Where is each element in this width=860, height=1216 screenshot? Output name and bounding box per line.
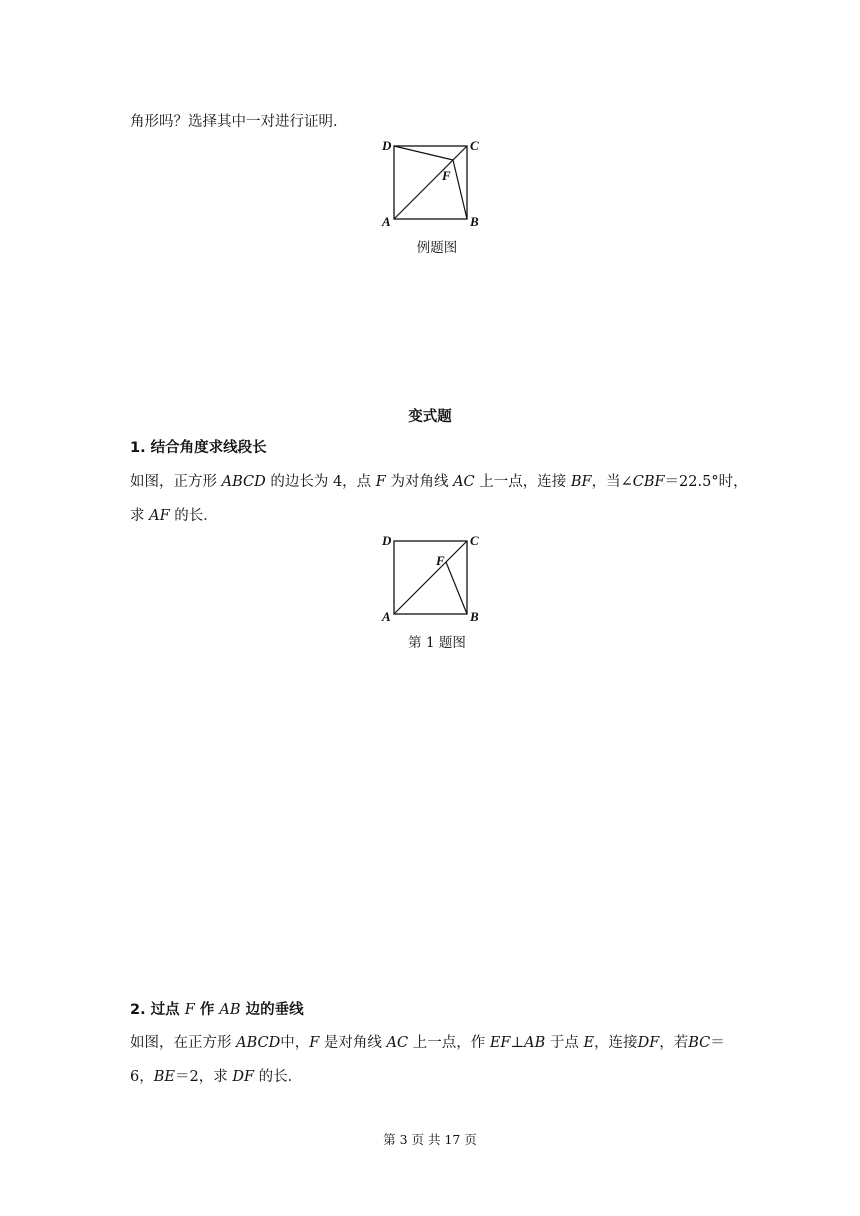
q2-text-line-1: 如图，在正方形 ABCD中，F 是对角线 AC 上一点，作 EF⊥AB 于点 E，连接DF，若BC＝ [130, 1035, 725, 1051]
q2-text-line-2: 6，BE＝2，求 DF 的长． [130, 1069, 303, 1085]
q1-square-figure [378, 531, 488, 623]
q1-text-line-1: 如图，正方形 ABCD 的边长为 4，点 F 为对角线 AC 上一点，连接 BF，当∠CBF＝22.5°时， [130, 474, 748, 490]
label-a: A [382, 214, 391, 228]
label-b: B [470, 609, 479, 623]
variants-title: 变式题 [408, 409, 452, 425]
label-d: D [382, 533, 392, 548]
q1-text-line-2: 求 AF 的长． [130, 508, 218, 524]
example-figure-caption: 例题图 [416, 240, 458, 256]
label-c: C [470, 138, 479, 153]
q2-heading: 2. 过点 F 作 AB 边的垂线 [130, 1002, 304, 1018]
q1-figure-caption: 第 1 题图 [408, 635, 466, 651]
label-f: F [442, 168, 451, 183]
segment-fb [453, 160, 467, 219]
label-a: A [382, 609, 391, 623]
label-d: D [382, 138, 392, 153]
diagonal-ac [394, 541, 467, 614]
label-f: F [436, 553, 445, 568]
label-b: B [470, 214, 479, 228]
label-c: C [470, 533, 479, 548]
page-footer: 第 3 页 共 17 页 [383, 1132, 477, 1147]
segment-bf [446, 562, 467, 614]
intro-text-line: 角形吗？选择其中一对进行证明． [130, 114, 348, 130]
q1-heading: 1. 结合角度求线段长 [130, 440, 267, 456]
example-square-figure [378, 136, 488, 228]
diagonal-ac [394, 146, 467, 219]
segment-df [394, 146, 453, 160]
